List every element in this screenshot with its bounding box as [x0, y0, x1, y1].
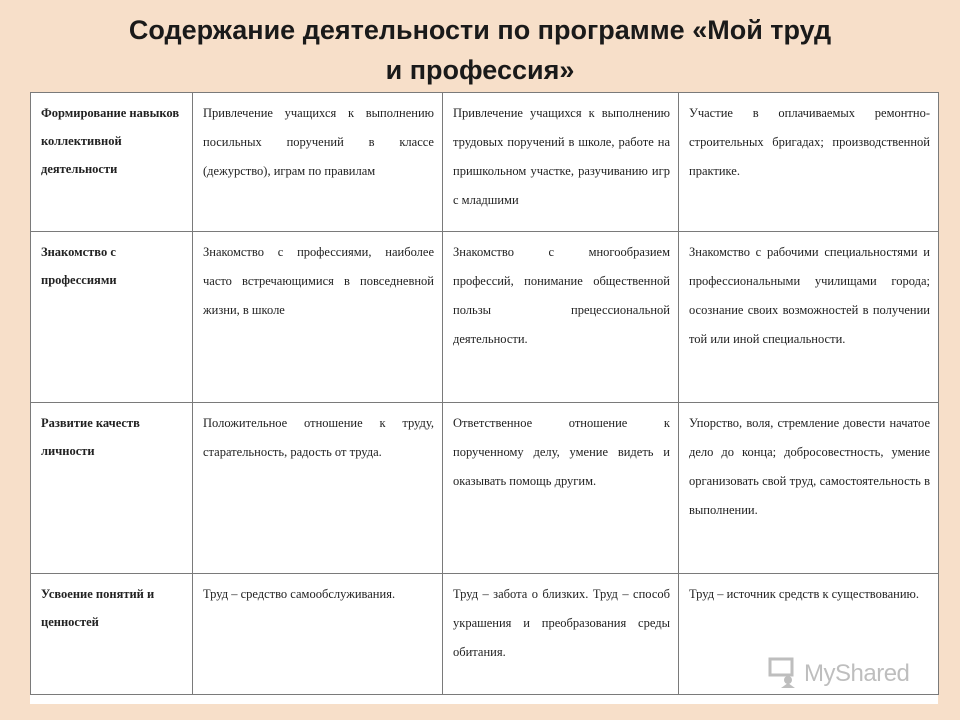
- table-cell: Знакомство с многообразием профессий, понимание общественной пользы прецессиональной деятельности.: [443, 232, 679, 403]
- table-cell: Положительное отношение к труду, старательность, радость от труда.: [193, 403, 443, 574]
- table-row: [31, 93, 939, 232]
- title-line-1: Содержание деятельности по программе «Мой труд: [128, 15, 832, 45]
- program-table: [30, 92, 939, 695]
- table-row: [31, 232, 939, 403]
- row-heading: Усвоение понятий и ценностей: [31, 574, 193, 695]
- content-table-sheet: [30, 92, 938, 704]
- table-cell: Знакомство с профессиями, наиболее часто встречающимися в повседневной жизни, в школе: [193, 232, 443, 403]
- presenter-icon: [768, 655, 798, 694]
- table-cell: Упорство, воля, стремление довести начатое дело до конца; добросовестность, умение организовать свой труд, самостоятельность в выполнении.: [679, 403, 939, 574]
- table-cell: Знакомство с рабочими специальностями и профессиональными училищами города; осознание своих возможностей в получении той или иной специальности.: [679, 232, 939, 403]
- table-cell: Труд – средство самообслуживания.: [193, 574, 443, 695]
- table-row: [31, 403, 939, 574]
- table-cell: Привлечение учащихся к выполнению трудовых поручений в школе, работе на пришкольном участке, разучиванию игр с младшими: [443, 93, 679, 232]
- title-line-2: и профессия»: [385, 55, 575, 85]
- table-cell: Труд – забота о близких. Труд – способ украшения и преобразования среды обитания.: [443, 574, 679, 695]
- watermark-text: MyShared: [804, 660, 910, 687]
- table-cell: Ответственное отношение к порученному делу, умение видеть и оказывать помощь другим.: [443, 403, 679, 574]
- myshared-watermark: [768, 652, 928, 696]
- table-cell: Привлечение учащихся к выполнению посильных поручений в классе (дежурство), играм по правилам: [193, 93, 443, 232]
- row-heading: Формирование навыков коллективной деятельности: [31, 93, 193, 232]
- page-title: [0, 10, 960, 90]
- table-cell: Труд – источник средств к существованию.: [679, 574, 939, 695]
- row-heading: Развитие качеств личности: [31, 403, 193, 574]
- table-cell: Участие в оплачиваемых ремонтно-строительных бригадах; производственной практике.: [679, 93, 939, 232]
- row-heading: Знакомство с профессиями: [31, 232, 193, 403]
